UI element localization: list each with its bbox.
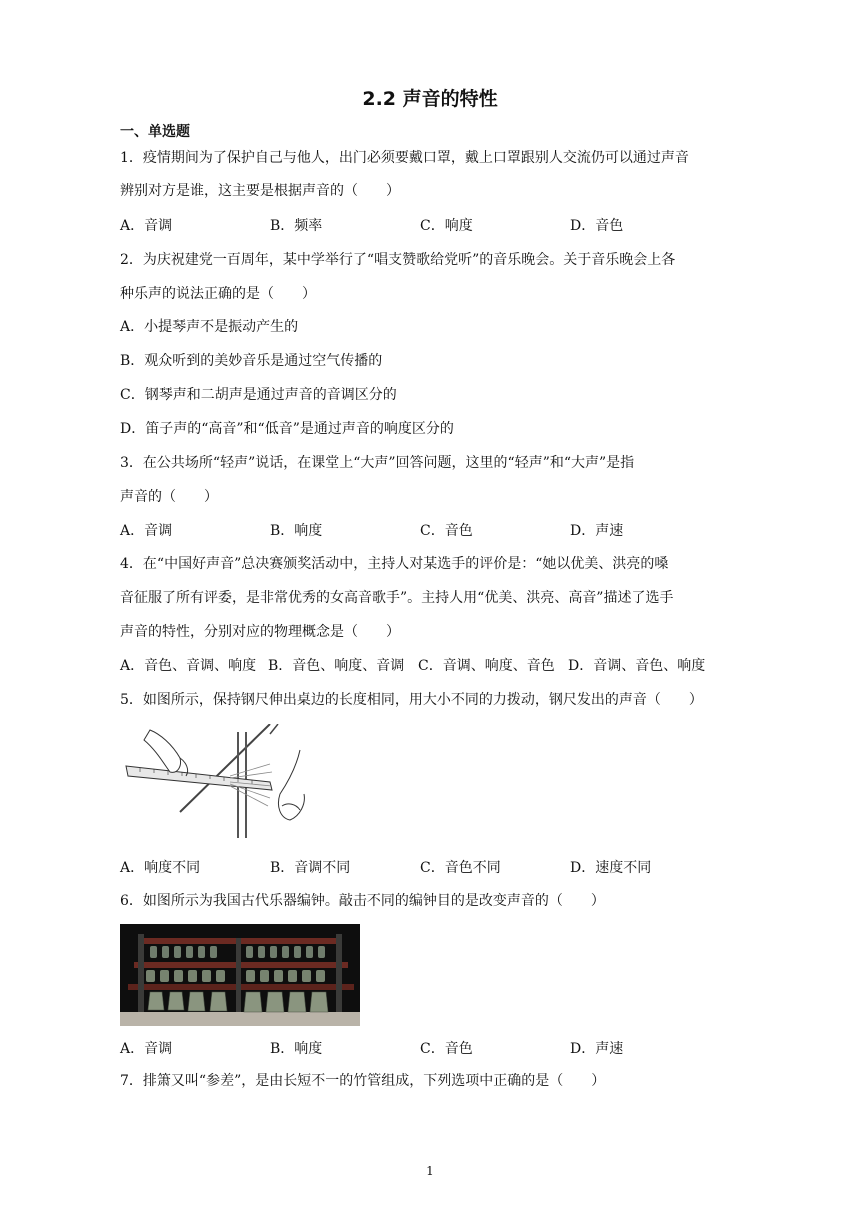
steel-ruler-figure bbox=[120, 724, 320, 838]
question-1-option-a: A．音调 bbox=[120, 218, 173, 234]
question-4-option-b: B．音色、响度、音调 bbox=[268, 658, 405, 674]
bianzhong-bells-figure bbox=[120, 924, 360, 1026]
question-2-option-d: D．笛子声的“高音”和“低音”是通过声音的响度区分的 bbox=[120, 421, 454, 437]
question-4-line-1: 4．在“中国好声音”总决赛颁奖活动中，主持人对某选手的评价是：“她以优美、洪亮的嗓 bbox=[120, 556, 669, 572]
question-5-option-c: C．音色不同 bbox=[420, 860, 501, 876]
question-7-line-1: 7．排箫又叫“参差”，是由长短不一的竹管组成，下列选项中正确的是（ ） bbox=[120, 1073, 606, 1089]
question-1-option-d: D．音色 bbox=[570, 218, 624, 234]
question-2-option-a: A．小提琴声不是振动产生的 bbox=[120, 319, 299, 335]
question-6-line-1: 6．如图所示为我国古代乐器编钟。敲击不同的编钟目的是改变声音的（ ） bbox=[120, 893, 605, 909]
question-5-line-1: 5．如图所示，保持钢尺伸出桌边的长度相同，用大小不同的力拨动，钢尺发出的声音（ ） bbox=[120, 692, 703, 708]
question-5-option-b: B．音调不同 bbox=[270, 860, 351, 876]
question-6-option-b: B．响度 bbox=[270, 1041, 323, 1057]
question-5-option-a: A．响度不同 bbox=[120, 860, 201, 876]
question-6-option-d: D．声速 bbox=[570, 1041, 624, 1057]
question-3-line-2: 声音的（ ） bbox=[120, 489, 218, 505]
section-heading: 一、单选题 bbox=[120, 124, 190, 140]
question-2-option-b: B．观众听到的美妙音乐是通过空气传播的 bbox=[120, 353, 383, 369]
question-6-option-a: A．音调 bbox=[120, 1041, 173, 1057]
question-4-line-2: 音征服了所有评委，是非常优秀的女高音歌手”。主持人用“优美、洪亮、高音”描述了选手 bbox=[120, 590, 674, 606]
question-1-option-c: C．响度 bbox=[420, 218, 473, 234]
question-3-line-1: 3．在公共场所“轻声”说话，在课堂上“大声”回答问题，这里的“轻声”和“大声”是指 bbox=[120, 455, 635, 471]
question-4-option-d: D．音调、音色、响度 bbox=[568, 658, 706, 674]
question-6-option-c: C．音色 bbox=[420, 1041, 473, 1057]
question-2-line-2: 种乐声的说法正确的是（ ） bbox=[120, 286, 316, 302]
question-1-line-1: 1．疫情期间为了保护自己与他人，出门必须要戴口罩，戴上口罩跟别人交流仍可以通过声音 bbox=[120, 150, 689, 166]
question-3-option-b: B．响度 bbox=[270, 523, 323, 539]
page-number: 1 bbox=[426, 1164, 434, 1178]
question-1-option-b: B．频率 bbox=[270, 218, 323, 234]
page-title: 2.2 声音的特性 bbox=[362, 88, 498, 110]
question-3-option-d: D．声速 bbox=[570, 523, 624, 539]
question-5-option-d: D．速度不同 bbox=[570, 860, 652, 876]
question-4-option-a: A．音色、音调、响度 bbox=[120, 658, 257, 674]
question-2-option-c: C．钢琴声和二胡声是通过声音的音调区分的 bbox=[120, 387, 397, 403]
question-1-line-2: 辨别对方是谁，这主要是根据声音的（ ） bbox=[120, 183, 400, 199]
question-4-line-3: 声音的特性，分别对应的物理概念是（ ） bbox=[120, 624, 400, 640]
question-4-option-c: C．音调、响度、音色 bbox=[418, 658, 555, 674]
question-2-line-1: 2．为庆祝建党一百周年，某中学举行了“唱支赞歌给党听”的音乐晚会。关于音乐晚会上各 bbox=[120, 252, 676, 268]
question-3-option-c: C．音色 bbox=[420, 523, 473, 539]
question-3-option-a: A．音调 bbox=[120, 523, 173, 539]
